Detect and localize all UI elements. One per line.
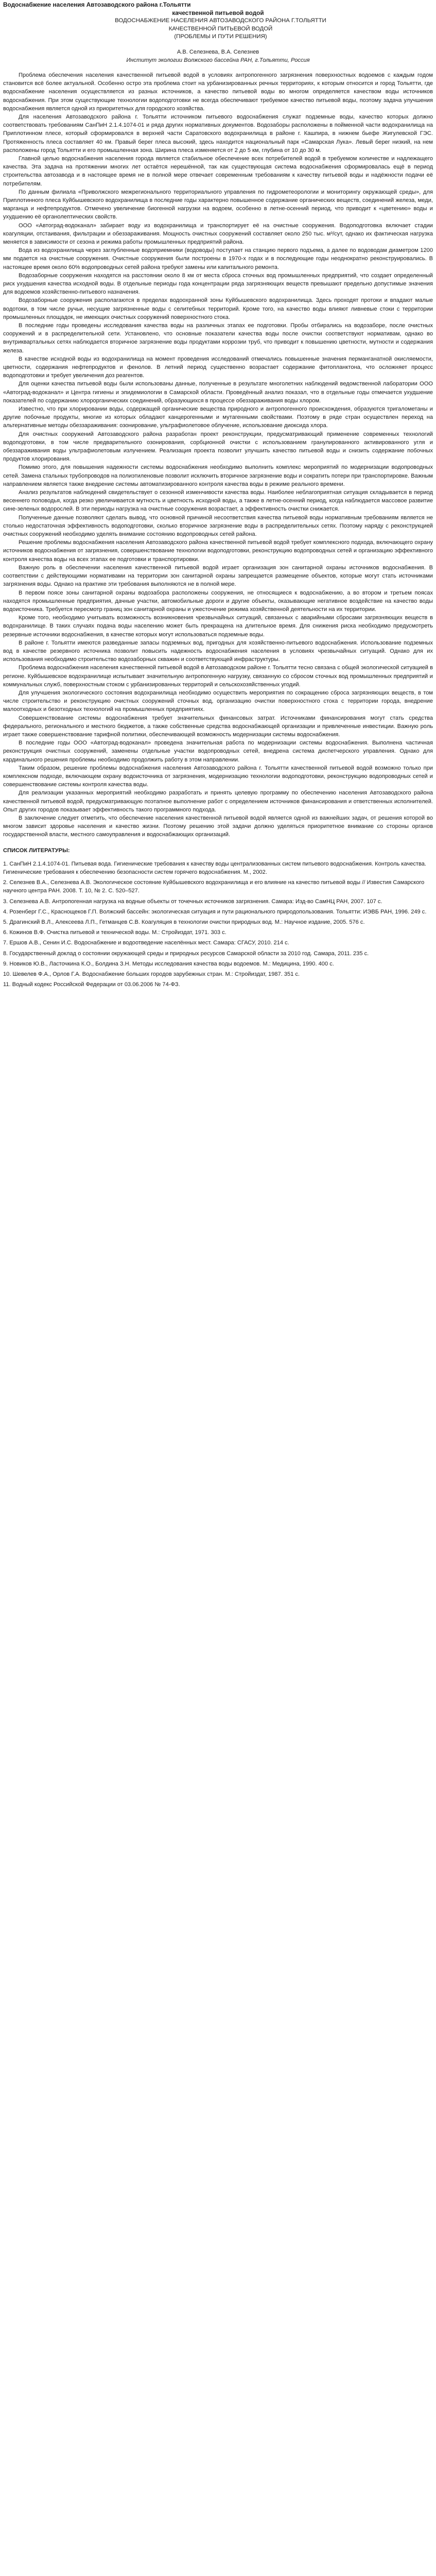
references-list (3, 860, 433, 989)
body-paragraph: Таким образом, решение проблемы водоснабжения населения Автозаводского района г. Тольятти качественной питьевой водой возможно только при комплексном подходе, включающем охрану водоисточника от загрязнения, модернизацию технологии водоподготовки, реконструкцию водопроводных сетей и совершенствование системы контроля качества воды. (3, 765, 433, 788)
body-paragraph: ООО «Автоград-водоканал» забирает воду из водохранилища и транспортирует её на очистные сооружения. Водоподготовка включает стадии коагуляции, отстаивания, фильтрации и обеззараживания. Мощность очистных сооружений составляет около 250 тыс. м³/сут, однако их фактическая нагрузка меняется в зависимости от сезона и режима работы промышленных предприятий района. (3, 222, 433, 245)
body-paragraph: Решение проблемы водоснабжения населения Автозаводского района качественной питьевой водой требует комплексного подхода, включающего охрану источников водоснабжения от загрязнения, совершенствование технологии водоподготовки, реконструкцию водопроводных сетей и организацию эффективного контроля качества воды на всех этапах ее подготовки и транспортировки. (3, 539, 433, 563)
body-paragraph: Для очистных сооружений Автозаводского района разработан проект реконструкции, предусматривающий применение современных технологий водоподготовки, в том числе предварительного озонирования, сорбционной очистки с использованием гранулированного активированного угля и обеззараживания воды ультрафиолетовым излучением. Реализация проекта позволит улучшить качество питьевой воды и снизить содержание побочных продуктов хлорирования. (3, 431, 433, 463)
article-body (3, 71, 433, 839)
reference-item: 3. Селезнева А.В. Антропогенная нагрузка на водные объекты от точечных источников загрязнения. Самара: Изд-во СамНЦ РАН, 2007. 107 с. (3, 898, 382, 905)
body-paragraph: Кроме того, необходимо учитывать возможность возникновения чрезвычайных ситуаций, связанных с аварийными сбросами загрязняющих веществ в водохранилище. В таких случаях подача воды населению может быть прекращена на длительное время. Для снижения риска необходимо предусмотреть резервные источники водоснабжения, в качестве которых могут использоваться подземные воды. (3, 615, 433, 638)
reference-item: 2. Селезнев В.А., Селезнева А.В. Экологическое состояние Куйбышевского водохранилища и его влияние на качество питьевой воды // Известия Самарского научного центра РАН. 2008. Т. 10, № 2. С. 520–527. (3, 879, 425, 894)
body-paragraph: Главной целью водоснабжения населения города является стабильное обеспечение всех потребителей водой в требуемом количестве и надлежащего качества. Эта задача на протяжении многих лет остаётся нерешённой, так как существующая система водоснабжения сформировалась ещё в период строительства автозавода и в настоящее время не в полной мере отвечает современным требованиям к качеству питьевой воды и надёжности подачи её потребителям. (3, 155, 433, 187)
body-paragraph: В первом поясе зоны санитарной охраны водозабора расположены сооружения, не относящиеся к водоснабжению, а во втором и третьем поясах находятся промышленные предприятия, дачные участки, автомобильные дороги и другие объекты, оказывающие негативное воздействие на качество воды водоисточника. Требуется пересмотр границ зон санитарной охраны и ужесточение режима хозяйственной деятельности на их территории. (3, 589, 433, 613)
body-paragraph: Проблема обеспечения населения качественной питьевой водой в условиях антропогенного загрязнения поверхностных водоемов с каждым годом становится всё более актуальной. Особенно остро эта проблема стоит на урбанизированных речных территориях, к которым относится и город Тольятти, где водоснабжение населения осуществляется из разных источников, а качество питьевой воды во многом определяется качеством воды источников водоснабжения. При этом существующие технологии водоподготовки не всегда обеспечивают требуемое качество питьевой воды, поэтому задача улучшения водоснабжения является одной из приоритетных для городского хозяйства. (3, 72, 433, 112)
reference-item: 10. Шевелев Ф.А., Орлов Г.А. Водоснабжение больших городов зарубежных стран. М.: Стройиздат, 1987. 351 с. (3, 971, 300, 978)
body-paragraph: В заключение следует отметить, что обеспечение населения качественной питьевой водой является одной из важнейших задач, от решения которой во многом зависит здоровье населения и качество жизни. Поэтому решению этой задачи должно уделяться приоритетное внимание со стороны органов государственной власти, местного самоуправления и водоснабжающих организаций. (3, 815, 433, 838)
subtitle-line-2: КАЧЕСТВЕННОЙ ПИТЬЕВОЙ ВОДОЙ (168, 25, 273, 32)
reference-item: 5. Драгинский В.Л., Алексеева Л.П., Гетманцев С.В. Коагуляция в технологии очистки природных вод. М.: Научное издание, 2005. 576 с. (3, 919, 365, 926)
authors: А.В. Селезнева, В.А. Селезнев (177, 48, 259, 55)
reference-item: 4. Розенберг Г.С., Краснощеков Г.П. Волжский бассейн: экологическая ситуация и пути рационального природопользования. Тольятти: ИЭВБ РАН, 1996. 249 с. (3, 908, 427, 915)
document-title-line-2: качественной питьевой водой (172, 9, 264, 16)
body-paragraph: В последние годы ООО «Автоград-водоканал» проведена значительная работа по модернизации системы водоснабжения. Выполнена частичная реконструкция очистных сооружений, заменены отдельные участки водопроводных сетей, внедрена система диспетчерского управления. Однако для кардинального решения проблемы необходимо продолжить работу в этом направлении. (3, 740, 433, 763)
body-paragraph: Важную роль в обеспечении населения качественной питьевой водой играет организация зон санитарной охраны источников водоснабжения. В соответствии с действующими нормативами на территории зон санитарной охраны запрещается размещение объектов, которые могут стать источниками загрязнения воды. Однако на практике эти требования выполняются не в полной мере. (3, 564, 433, 588)
affiliation: Институт экологии Волжского бассейна РАН, г.Тольятти, Россия (126, 57, 310, 63)
body-paragraph: По данным филиала «Приволжского межрегионального территориального управления по гидрометеорологии и мониторингу окружающей среды», для Приплотинного плеса Куйбышевского водохранилища в последние годы характерно повышенное содержание органических веществ, соединений железа, меди, марганца и нефтепродуктов. Отмечено увеличение биогенной нагрузки на водоем, особенно в летне-осенний период, что приводит к «цветению» воды и ухудшению её органолептических свойств. (3, 189, 433, 221)
body-paragraph: Полученные данные позволяют сделать вывод, что основной причиной несоответствия качества питьевой воды нормативным требованиям является не столько недостаточная эффективность водоподготовки, сколько вторичное загрязнение воды в распределительных сетях. Поэтому наряду с реконструкцией очистных сооружений необходимо уделять внимание состоянию водопроводных сетей района. (3, 514, 433, 538)
body-paragraph: Водозаборные сооружения располагаются в пределах водоохранной зоны Куйбышевского водохранилища. Здесь проходят протоки и впадают малые водотоки, в том числе ручьи, несущие загрязненные воды с селитебных территорий. Кроме того, на качество воды влияют ливневые стоки с территории промышленных площадок, не имеющих очистных сооружений поверхностного стока. (3, 297, 433, 320)
body-paragraph: В последние годы проведены исследования качества воды на различных этапах ее подготовки. Пробы отбирались на водозаборе, после очистных сооружений и в распределительной сети. Установлено, что основные показатели качества воды после очистки соответствуют нормативам, однако во внутриквартальных сетях наблюдается вторичное загрязнение воды продуктами коррозии труб, что приводит к повышению цветности, мутности и содержания железа. (3, 323, 433, 354)
body-paragraph: Для населения Автозаводского района г. Тольятти источником питьевого водоснабжения служат подземные воды, качество которых должно соответствовать требованиям СанПиН 2.1.4.1074-01 и ряда других нормативных документов. Водозаборы расположены в пойменной части водохранилища на Приплотинном плесе, который сформировался в верхней части Саратовского водохранилища в районе г. Кашпира, в нижнем бьефе Жигулевской ГЭС. Протяженность плеса составляет 40 км. Правый берег плеса высокий, здесь находится национальный парк «Самарская Лука». Левый берег низкий, на нем расположены город Тольятти и его промышленная зона. Ширина плеса изменяется от 2 до 5 км, глубина от 10 до 30 м. (3, 113, 433, 154)
references-heading: СПИСОК ЛИТЕРАТУРЫ: (3, 847, 70, 854)
body-paragraph: Проблема водоснабжения населения качественной питьевой водой в Автозаводском районе г. Тольятти тесно связана с общей экологической ситуацией в регионе. Куйбышевское водохранилище испытывает значительную антропогенную нагрузку, связанную со сбросом сточных вод промышленных предприятий и коммунальных служб, поверхностным стоком с урбанизированных территорий и сельскохозяйственных угодий. (3, 665, 433, 688)
reference-item: 7. Ершов А.В., Сенин И.С. Водоснабжение и водоотведение населённых мест. Самара: СГАСУ, 2010. 214 с. (3, 940, 289, 946)
body-paragraph: Совершенствование системы водоснабжения требует значительных финансовых затрат. Источниками финансирования могут стать средства федерального, регионального и местного бюджетов, а также собственные средства водоснабжающей организации и привлеченные инвестиции. Важную роль играет также совершенствование тарифной политики, обеспечивающей возможность модернизации системы водоснабжения. (3, 715, 433, 738)
subtitle-line-1: ВОДОСНАБЖЕНИЕ НАСЕЛЕНИЯ АВТОЗАВОДСКОГО РАЙОНА Г.ТОЛЬЯТТИ (115, 18, 326, 24)
reference-item: 1. СанПиН 2.1.4.1074-01. Питьевая вода. Гигиенические требования к качеству воды централизованных систем питьевого водоснабжения. Контроль качества. Гигиенические требования к обеспечению безопасности систем горячего водоснабжения. М., 2002. (3, 860, 427, 875)
body-paragraph: Помимо этого, для повышения надежности системы водоснабжения необходимо выполнить комплекс мероприятий по модернизации водопроводных сетей. Замена стальных трубопроводов на полиэтиленовые позволит исключить вторичное загрязнение воды и сократить потери при транспортировке. Важным направлением является также внедрение системы автоматизированного контроля качества воды в режиме реального времени. (3, 464, 433, 487)
reference-item: 9. Новиков Ю.В., Ласточкина К.О., Болдина З.Н. Методы исследования качества воды водоемов. М.: Медицина, 1990. 400 с. (3, 960, 334, 967)
reference-item: 6. Кожинов В.Ф. Очистка питьевой и технической воды. М.: Стройиздат, 1971. 303 с. (3, 929, 226, 936)
body-paragraph: Водозаборные сооружения находятся на расстоянии около 8 км от места сброса сточных вод промышленных предприятий, что создает определенный риск ухудшения качества исходной воды. В отдельные периоды года концентрации ряда загрязняющих веществ превышают предельно допустимые значения для водоемов хозяйственно-питьевого назначения. (3, 272, 433, 296)
body-paragraph: Для улучшения экологического состояния водохранилища необходимо осуществить мероприятия по сокращению сброса загрязняющих веществ, в том числе строительство и реконструкцию очистных сооружений сточных вод, организацию очистки поверхностного стока с территории города, внедрение малоотходных и безотходных технологий на промышленных предприятиях. (3, 689, 433, 713)
body-paragraph: Для оценки качества питьевой воды были использованы данные, полученные в результате многолетних наблюдений ведомственной лаборатории ООО «Автоград-водоканал» и Центра гигиены и эпидемиологии в Самарской области. Проведённый анализ показал, что в отдельные годы отмечается ухудшение показателей по содержанию хлорорганических соединений, образующихся в процессе обеззараживания воды хлором. (3, 381, 433, 404)
body-paragraph: В районе г. Тольятти имеются разведанные запасы подземных вод, пригодных для хозяйственно-питьевого водоснабжения. Использование подземных вод в качестве резервного источника позволит повысить надежность водоснабжения населения в условиях чрезвычайных ситуаций. Однако для их использования необходимо строительство водозаборных скважин и соответствующей инфраструктуры. (3, 639, 433, 663)
reference-item: 8. Государственный доклад о состоянии окружающей среды и природных ресурсов Самарской области за 2010 год. Самара, 2011. 235 с. (3, 950, 369, 957)
reference-item: 11. Водный кодекс Российской Федерации от 03.06.2006 № 74-ФЗ. (3, 981, 180, 988)
body-paragraph: Вода из водохранилища через заглубленные водоприемники (водоводы) поступает на станцию первого подъема, а далее по водоводам диаметром 1200 мм подается на очистные сооружения. Очистные сооружения были построены в 1970-х годах и в последующие годы неоднократно реконструировались. В настоящее время около 60% водопроводных сетей района требуют замены или капитального ремонта. (3, 247, 433, 270)
body-paragraph: В качестве исходной воды из водохранилища на момент проведения исследований отмечались повышенные значения перманганатной окисляемости, цветности, содержания нефтепродуктов и фенолов. В летний период существенно возрастает содержание фитопланктона, что осложняет процесс водоподготовки и требует увеличения доз реагентов. (3, 355, 433, 379)
body-paragraph: Анализ результатов наблюдений свидетельствует о сезонной изменчивости качества воды. Наиболее неблагоприятная ситуация складывается в период весеннего половодья, когда резко увеличивается мутность и цветность исходной воды, а также в летне-осенний период, когда наблюдается массовое развитие сине-зеленых водорослей. В эти периоды нагрузка на очистные сооружения возрастает, а эффективность очистки снижается. (3, 489, 433, 513)
body-paragraph: Известно, что при хлорировании воды, содержащей органические вещества природного и антропогенного происхождения, образуются тригалометаны и другие побочные продукты, многие из которых обладают канцерогенными и мутагенными свойствами. Поэтому в ряде стран осуществлен переход на альтернативные методы обеззараживания: озонирование, ультрафиолетовое облучение, использование диоксида хлора. (3, 406, 433, 429)
body-paragraph: Для реализации указанных мероприятий необходимо разработать и принять целевую программу по обеспечению населения Автозаводского района качественной питьевой водой, предусматривающую поэтапное выполнение работ с определением источников финансирования и ответственных исполнителей. Опыт других городов показывает эффективность такого программного подхода. (3, 790, 433, 813)
subtitle-line-3: (ПРОБЛЕМЫ И ПУТИ РЕШЕНИЯ) (174, 33, 267, 40)
document-title-line-1: Водоснабжение населения Автозаводского района г.Тольятти (3, 1, 191, 8)
